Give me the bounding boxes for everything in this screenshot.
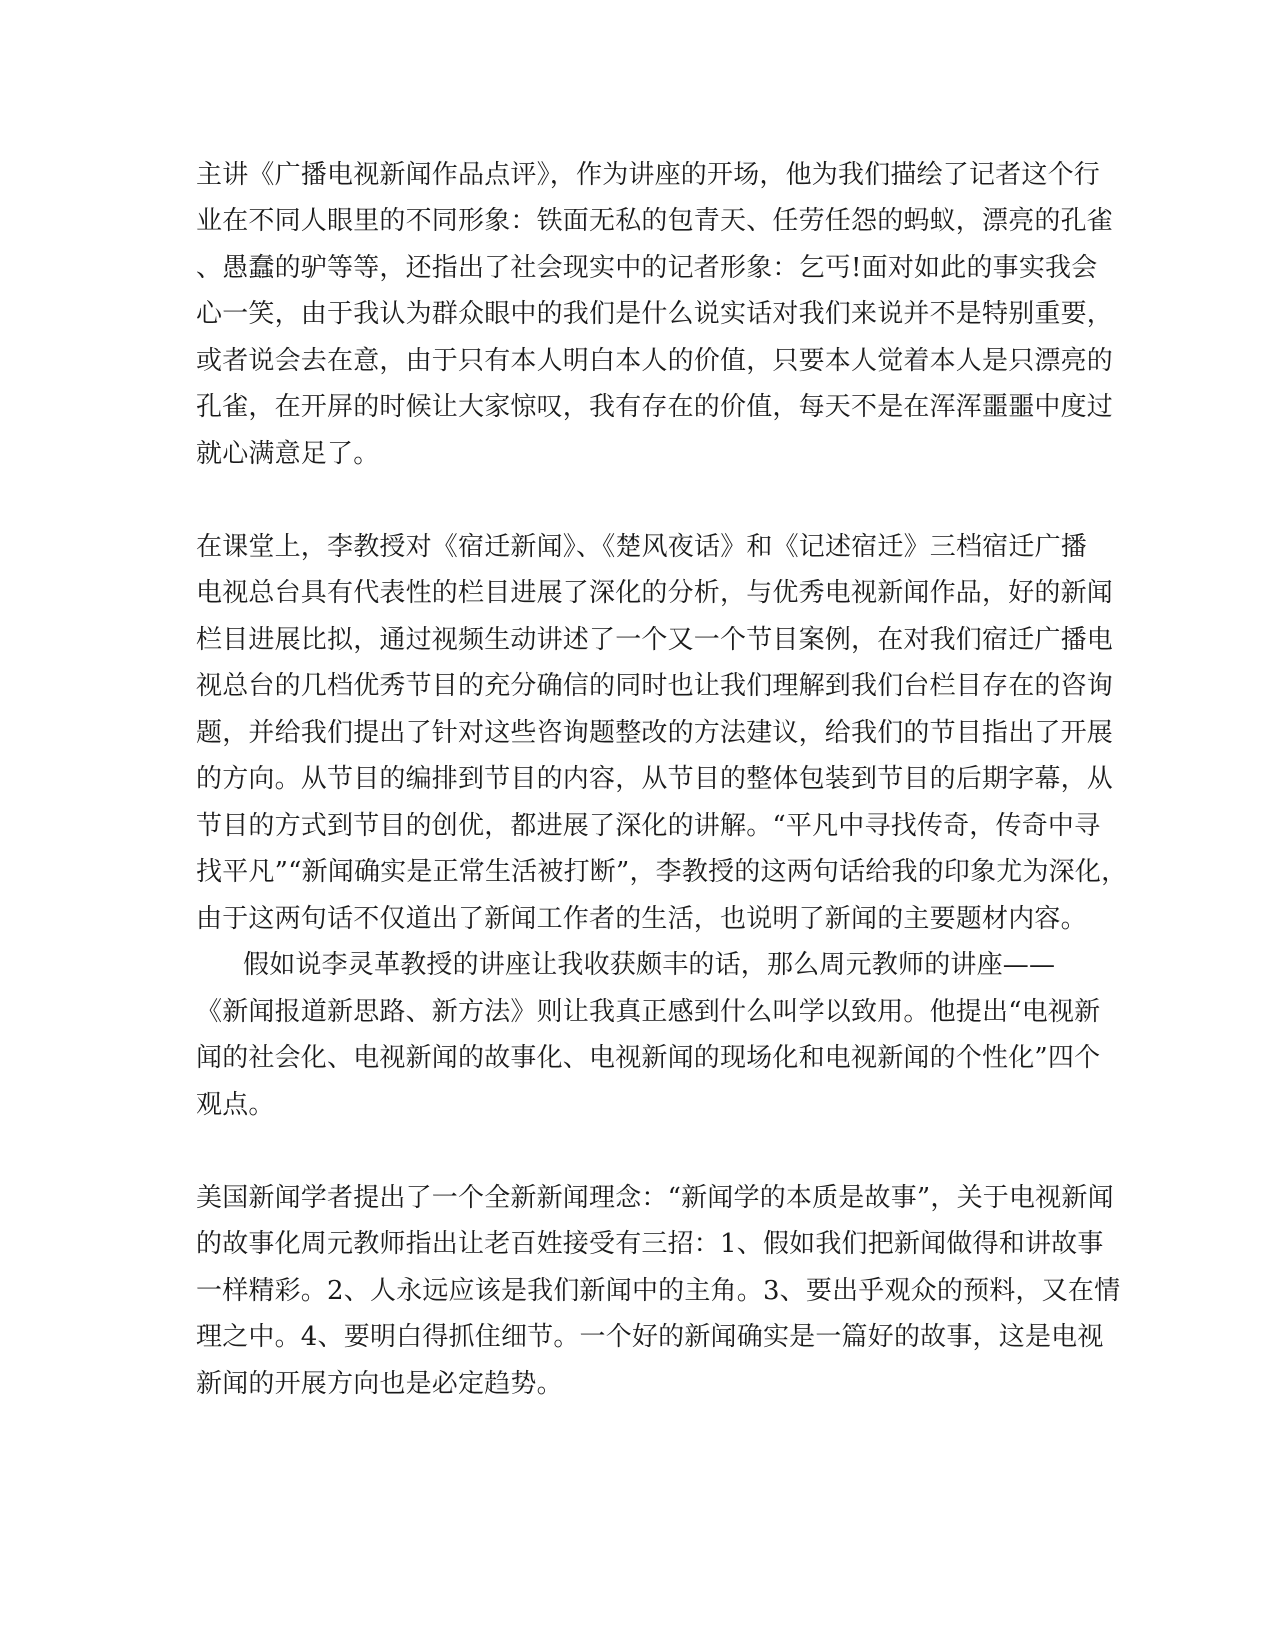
text-line: 业在不同人眼里的不同形象：铁面无私的包青天、任劳任怨的蚂蚁，漂亮的孔雀	[196, 206, 1114, 236]
text-line: 或者说会去在意，由于只有本人明白本人的价值，只要本人觉着本人是只漂亮的	[196, 346, 1114, 376]
text-line: 的方向。从节目的编排到节目的内容，从节目的整体包装到节目的后期字幕，从	[196, 764, 1114, 794]
text-line: 题，并给我们提出了针对这些咨询题整改的方法建议，给我们的节目指出了开展	[196, 718, 1114, 748]
text-line: 理之中。4、要明白得抓住细节。一个好的新闻确实是一篇好的故事，这是电视	[196, 1322, 1104, 1352]
text-line: 找平凡”“新闻确实是正常生活被打断”，李教授的这两句话给我的印象尤为深化，	[196, 857, 1128, 887]
text-line: 节目的方式到节目的创优，都进展了深化的讲解。“平凡中寻找传奇，传奇中寻	[196, 811, 1101, 841]
text-line: 在课堂上，李教授对《宿迁新闻》、《楚风夜话》和《记述宿迁》三档宿迁广播	[196, 532, 1088, 562]
text-line: 主讲《广播电视新闻作品点评》，作为讲座的开场，他为我们描绘了记者这个行	[196, 160, 1101, 190]
text-line: 心一笑，由于我认为群众眼中的我们是什么说实话对我们来说并不是特别重要，	[196, 299, 1114, 329]
text-line: 新闻的开展方向也是必定趋势。	[196, 1369, 563, 1399]
text-line: 、愚蠢的驴等等，还指出了社会现实中的记者形象：乞丐!面对如此的事实我会	[196, 253, 1098, 283]
text-line: 假如说李灵革教授的讲座让我收获颇丰的话，那么周元教师的讲座——	[243, 950, 1056, 980]
text-line: 的故事化周元教师指出让老百姓接受有三招：1、假如我们把新闻做得和讲故事	[196, 1229, 1104, 1259]
text-line: 美国新闻学者提出了一个全新新闻理念：“新闻学的本质是故事”，关于电视新闻	[196, 1183, 1114, 1213]
text-line: 栏目进展比拟，通过视频生动讲述了一个又一个节目案例，在对我们宿迁广播电	[196, 625, 1114, 655]
text-line: 由于这两句话不仅道出了新闻工作者的生活，也说明了新闻的主要题材内容。	[196, 904, 1087, 934]
text-line: 《新闻报道新思路、新方法》则让我真正感到什么叫学以致用。他提出“电视新	[196, 997, 1101, 1027]
text-line: 闻的社会化、电视新闻的故事化、电视新闻的现场化和电视新闻的个性化”四个	[196, 1043, 1101, 1073]
text-line: 就心满意足了。	[196, 439, 380, 469]
text-line: 视总台的几档优秀节目的充分确信的同时也让我们理解到我们台栏目存在的咨询	[196, 671, 1114, 701]
text-line: 孔雀，在开屏的时候让大家惊叹，我有存在的价值，每天不是在浑浑噩噩中度过	[196, 392, 1114, 422]
text-line: 一样精彩。2、人永远应该是我们新闻中的主角。3、要出乎观众的预料，又在情	[196, 1276, 1121, 1306]
text-line: 观点。	[196, 1090, 275, 1120]
text-line: 电视总台具有代表性的栏目进展了深化的分析，与优秀电视新闻作品，好的新闻	[196, 578, 1114, 608]
